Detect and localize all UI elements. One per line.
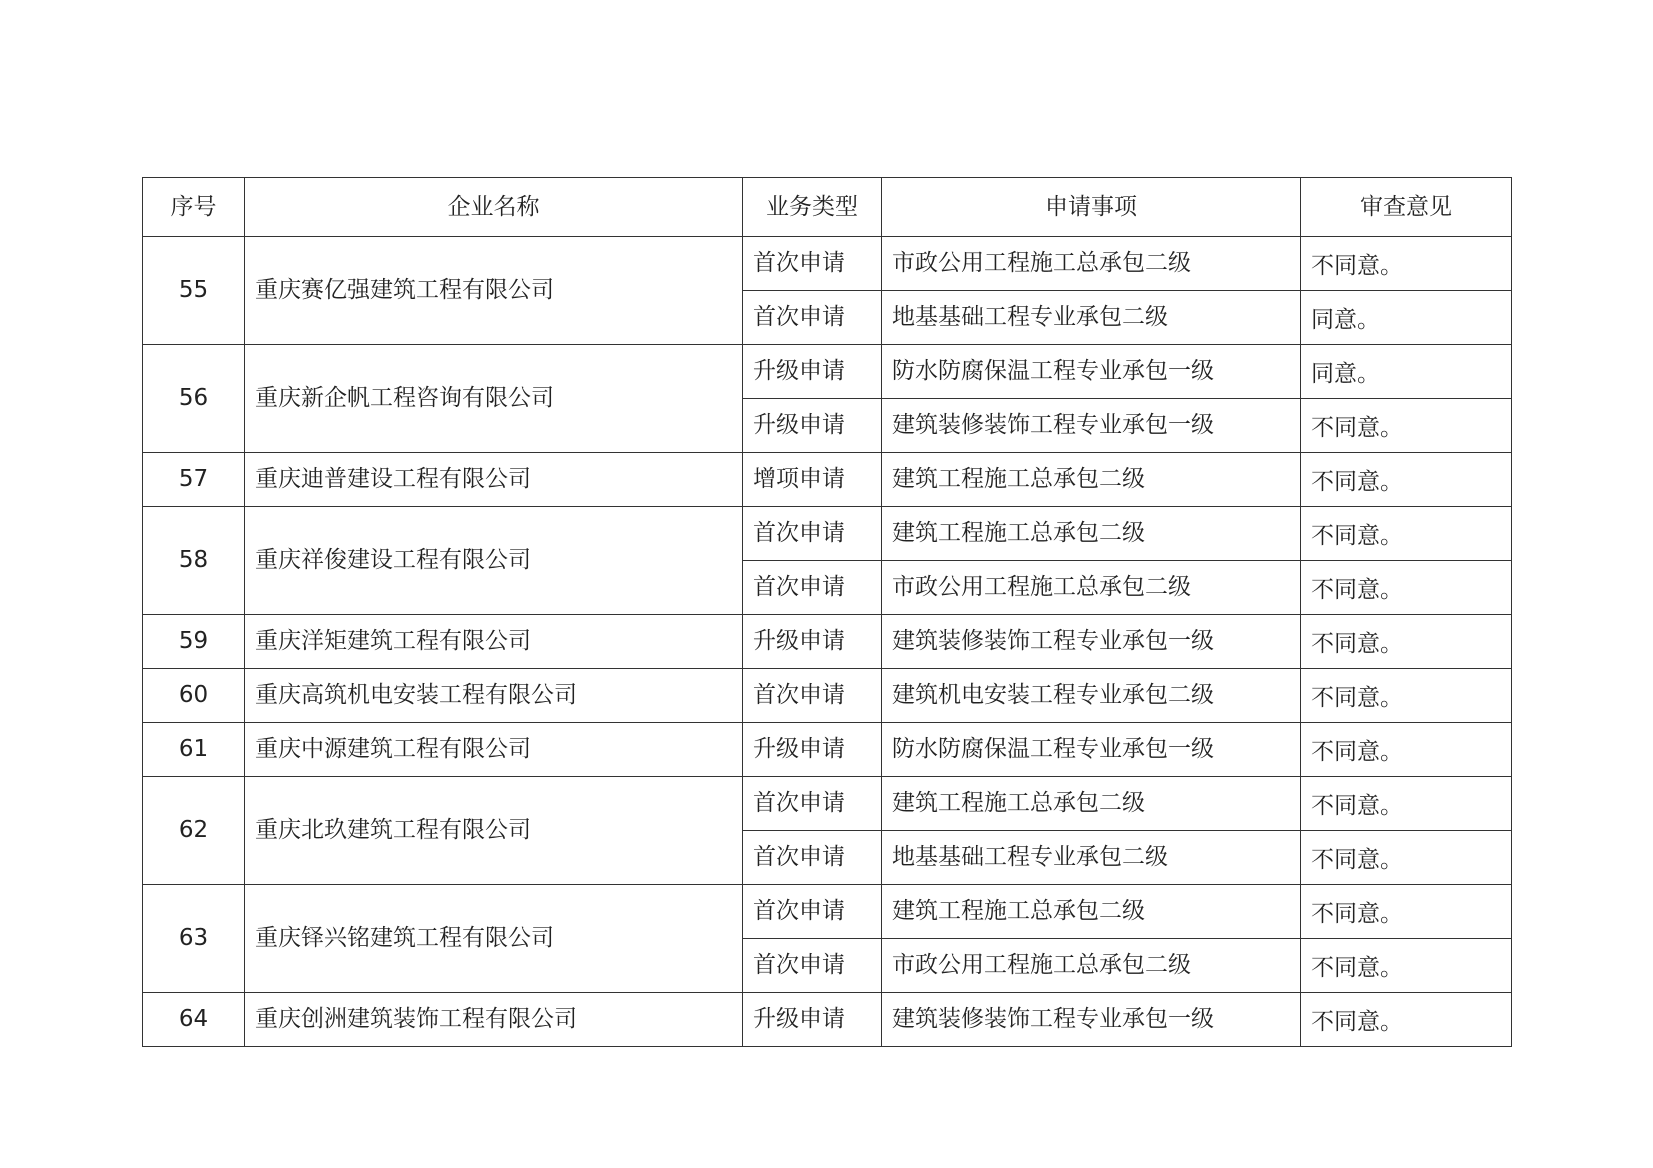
company-name-cell: 重庆祥俊建设工程有限公司 <box>245 507 743 615</box>
review-opinion-cell: 不同意。 <box>1301 885 1512 939</box>
review-opinion-cell: 同意。 <box>1301 291 1512 345</box>
serial-number-cell: 63 <box>143 885 245 993</box>
serial-number-cell: 61 <box>143 723 245 777</box>
business-type-cell: 首次申请 <box>743 777 882 831</box>
header-company-name: 企业名称 <box>245 178 743 237</box>
review-opinion-cell: 不同意。 <box>1301 237 1512 291</box>
header-business-type: 业务类型 <box>743 178 882 237</box>
business-type-cell: 升级申请 <box>743 615 882 669</box>
serial-number-cell: 62 <box>143 777 245 885</box>
review-opinion-cell: 不同意。 <box>1301 507 1512 561</box>
table-row <box>143 615 1512 669</box>
business-type-cell: 升级申请 <box>743 723 882 777</box>
review-opinion-cell: 不同意。 <box>1301 399 1512 453</box>
review-opinion-cell: 不同意。 <box>1301 669 1512 723</box>
business-type-cell: 首次申请 <box>743 237 882 291</box>
business-type-cell: 首次申请 <box>743 885 882 939</box>
serial-number-cell: 64 <box>143 993 245 1047</box>
business-type-cell: 首次申请 <box>743 507 882 561</box>
serial-number-cell: 59 <box>143 615 245 669</box>
application-item-cell: 建筑工程施工总承包二级 <box>882 777 1301 831</box>
table-row <box>143 993 1512 1047</box>
serial-number-cell: 57 <box>143 453 245 507</box>
application-item-cell: 地基基础工程专业承包二级 <box>882 291 1301 345</box>
header-row <box>143 178 1512 237</box>
review-opinion-cell: 不同意。 <box>1301 993 1512 1047</box>
business-type-cell: 升级申请 <box>743 345 882 399</box>
review-opinion-cell: 同意。 <box>1301 345 1512 399</box>
application-item-cell: 市政公用工程施工总承包二级 <box>882 237 1301 291</box>
review-opinion-cell: 不同意。 <box>1301 561 1512 615</box>
review-opinion-cell: 不同意。 <box>1301 777 1512 831</box>
business-type-cell: 升级申请 <box>743 399 882 453</box>
table-row <box>143 669 1512 723</box>
company-name-cell: 重庆新企帆工程咨询有限公司 <box>245 345 743 453</box>
company-name-cell: 重庆中源建筑工程有限公司 <box>245 723 743 777</box>
review-opinion-cell: 不同意。 <box>1301 615 1512 669</box>
business-type-cell: 首次申请 <box>743 561 882 615</box>
review-opinion-cell: 不同意。 <box>1301 939 1512 993</box>
serial-number-cell: 60 <box>143 669 245 723</box>
table-body <box>143 237 1512 1047</box>
table-row <box>143 453 1512 507</box>
business-type-cell: 升级申请 <box>743 993 882 1047</box>
application-item-cell: 防水防腐保温工程专业承包一级 <box>882 345 1301 399</box>
table-row <box>143 507 1512 561</box>
table-row <box>143 345 1512 399</box>
application-item-cell: 建筑工程施工总承包二级 <box>882 507 1301 561</box>
company-name-cell: 重庆北玖建筑工程有限公司 <box>245 777 743 885</box>
review-opinion-cell: 不同意。 <box>1301 723 1512 777</box>
company-name-cell: 重庆洋矩建筑工程有限公司 <box>245 615 743 669</box>
business-type-cell: 首次申请 <box>743 939 882 993</box>
serial-number-cell: 56 <box>143 345 245 453</box>
company-name-cell: 重庆创洲建筑装饰工程有限公司 <box>245 993 743 1047</box>
table-row <box>143 723 1512 777</box>
application-item-cell: 建筑装修装饰工程专业承包一级 <box>882 615 1301 669</box>
business-type-cell: 首次申请 <box>743 291 882 345</box>
table-row <box>143 237 1512 291</box>
serial-number-cell: 55 <box>143 237 245 345</box>
table-header <box>143 178 1512 237</box>
business-type-cell: 首次申请 <box>743 669 882 723</box>
application-item-cell: 建筑工程施工总承包二级 <box>882 453 1301 507</box>
application-item-cell: 市政公用工程施工总承包二级 <box>882 561 1301 615</box>
company-name-cell: 重庆赛亿强建筑工程有限公司 <box>245 237 743 345</box>
serial-number-cell: 58 <box>143 507 245 615</box>
application-item-cell: 建筑装修装饰工程专业承包一级 <box>882 399 1301 453</box>
application-item-cell: 建筑工程施工总承包二级 <box>882 885 1301 939</box>
qualification-review-table <box>142 177 1512 1047</box>
review-opinion-cell: 不同意。 <box>1301 453 1512 507</box>
application-item-cell: 地基基础工程专业承包二级 <box>882 831 1301 885</box>
table-row <box>143 885 1512 939</box>
application-item-cell: 建筑装修装饰工程专业承包一级 <box>882 993 1301 1047</box>
business-type-cell: 首次申请 <box>743 831 882 885</box>
table-row <box>143 777 1512 831</box>
business-type-cell: 增项申请 <box>743 453 882 507</box>
header-application-item: 申请事项 <box>882 178 1301 237</box>
company-name-cell: 重庆铎兴铭建筑工程有限公司 <box>245 885 743 993</box>
review-opinion-cell: 不同意。 <box>1301 831 1512 885</box>
header-serial-number: 序号 <box>143 178 245 237</box>
application-item-cell: 市政公用工程施工总承包二级 <box>882 939 1301 993</box>
application-item-cell: 建筑机电安装工程专业承包二级 <box>882 669 1301 723</box>
company-name-cell: 重庆迪普建设工程有限公司 <box>245 453 743 507</box>
application-item-cell: 防水防腐保温工程专业承包一级 <box>882 723 1301 777</box>
company-name-cell: 重庆高筑机电安装工程有限公司 <box>245 669 743 723</box>
header-review-opinion: 审查意见 <box>1301 178 1512 237</box>
